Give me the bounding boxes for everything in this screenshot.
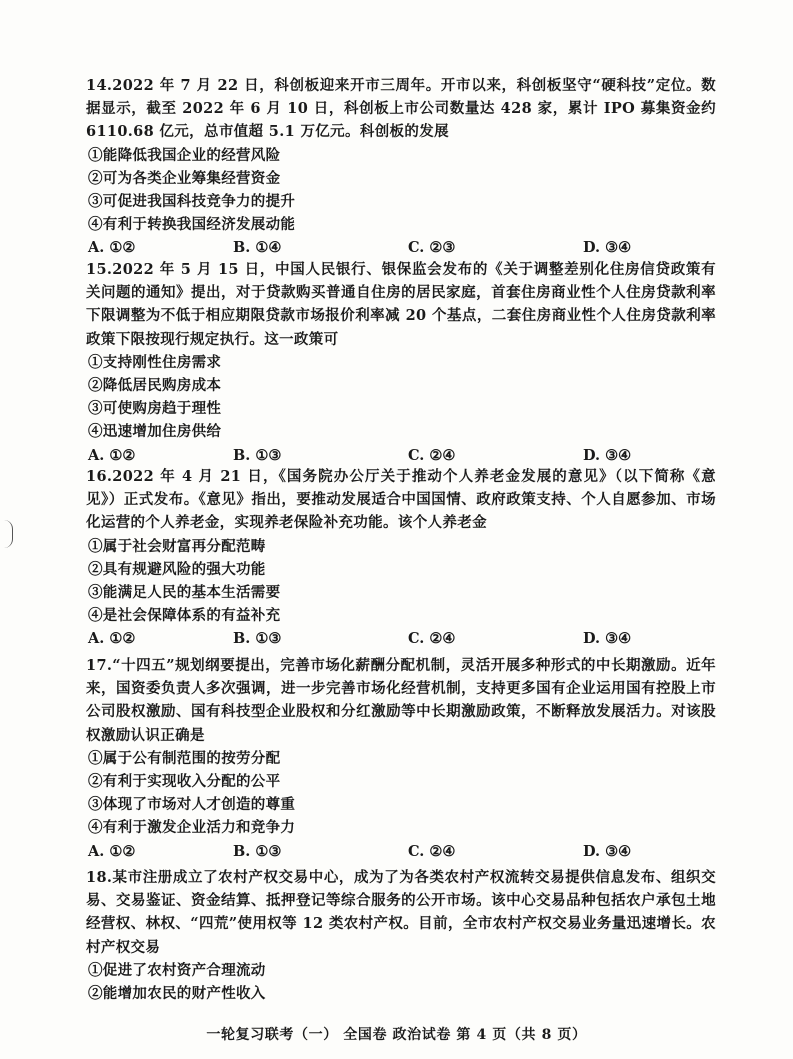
- answer-choices: [86, 840, 716, 863]
- question-18: [86, 866, 716, 1005]
- question-17: [86, 654, 716, 863]
- choice-b[interactable]: B. ①③: [233, 630, 282, 648]
- choice-b[interactable]: B. ①④: [233, 239, 282, 257]
- question-stem: 14.2022 年 7 月 22 日，科创板迎来开市三周年。开市以来，科创板坚守“硬科技”定位。数据显示，截至 2022 年 6 月 10 日，科创板上市公司数量达 428 家，累计 IPO 募集资金约 6110.68 亿元，总市值超 5.1 万亿元。科创板的发展: [86, 77, 716, 141]
- choice-c[interactable]: C. ②④: [408, 842, 456, 860]
- choice-a[interactable]: A. ①②: [88, 630, 136, 648]
- choice-d[interactable]: D. ③④: [583, 842, 632, 860]
- statement-item: ③体现了市场对人才创造的尊重: [88, 796, 296, 814]
- choice-d[interactable]: D. ③④: [583, 630, 632, 648]
- question-stem: 17.“十四五”规划纲要提出，完善市场化薪酬分配机制，灵活开展多种形式的中长期激励。近年来，国资委负责人多次强调，进一步完善市场化经营机制，支持更多国有企业运用国有控股上市公司股权激励、国有科技型企业股权和分红激励等中长期激励政策，不断释放发展活力。对该股权激励认识正确是: [86, 657, 716, 744]
- question-15: [86, 258, 716, 467]
- statement-item: ③能满足人民的基本生活需要: [88, 584, 281, 602]
- question-stem: 18.某市注册成立了农村产权交易中心，成为了为各类农村产权流转交易提供信息发布、组织交易、交易鉴证、资金结算、抵押登记等综合服务的公开市场。该中心交易品种包括农户承包土地经营权、林权、“四荒”使用权等 12 类农村产权。目前，全市农村产权交易业务量迅速增长。农村产权交易: [86, 869, 716, 956]
- statement-item: ④迅速增加住房供给: [88, 423, 222, 441]
- answer-choices: [86, 444, 716, 467]
- statement-item: ②具有规避风险的强大功能: [88, 560, 266, 578]
- question-16: [86, 465, 716, 650]
- answer-choices: [86, 236, 716, 259]
- choice-b[interactable]: B. ①③: [233, 446, 282, 464]
- choice-c[interactable]: C. ②④: [408, 630, 456, 648]
- question-stem: 15.2022 年 5 月 15 日，中国人民银行、银保监会发布的《关于调整差别化住房信贷政策有关问题的通知》提出，对于贷款购买普通自住房的居民家庭，首套住房商业性个人住房贷款利率下限调整为不低于相应期限贷款市场报价利率减 20 个基点，二套住房商业性个人住房贷款利率政策下限按现行规定执行。这一政策可: [86, 261, 716, 348]
- statement-list: [86, 144, 716, 237]
- statement-item: ④有利于转换我国经济发展动能: [88, 216, 296, 234]
- question-14: [86, 74, 716, 259]
- statement-item: ①能降低我国企业的经营风险: [88, 146, 281, 164]
- choice-a[interactable]: A. ①②: [88, 446, 136, 464]
- choice-d[interactable]: D. ③④: [583, 239, 632, 257]
- statement-item: ①促进了农村资产合理流动: [88, 961, 266, 979]
- statement-list: [86, 535, 716, 628]
- statement-item: ①属于社会财富再分配范畴: [88, 537, 266, 555]
- choice-c[interactable]: C. ②③: [408, 239, 456, 257]
- statement-item: ①支持刚性住房需求: [88, 353, 222, 371]
- answer-choices: [86, 627, 716, 650]
- statement-item: ①属于公有制范围的按劳分配: [88, 749, 281, 767]
- question-stem: 16.2022 年 4 月 21 日，《国务院办公厅关于推动个人养老金发展的意见》（以下简称《意见》）正式发布。《意见》指出，要推动发展适合中国国情、政府政策支持、个人自愿参加、市场化运营的个人养老金，实现养老保险补充功能。该个人养老金: [86, 468, 716, 532]
- statement-item: ③可促进我国科技竞争力的提升: [88, 193, 296, 211]
- statement-item: ②有利于实现收入分配的公平: [88, 773, 281, 791]
- statement-item: ②能增加农民的财产性收入: [88, 985, 266, 1003]
- statement-item: ②降低居民购房成本: [88, 377, 222, 395]
- statement-item: ③可使购房趋于理性: [88, 400, 222, 418]
- statement-item: ④是社会保障体系的有益补充: [88, 607, 281, 625]
- statement-list: [86, 959, 716, 1005]
- choice-c[interactable]: C. ②④: [408, 446, 456, 464]
- statement-list: [86, 747, 716, 840]
- choice-a[interactable]: A. ①②: [88, 239, 136, 257]
- page-footer: 一轮复习联考（一） 全国卷 政治试卷 第 4 页（共 8 页）: [206, 1027, 587, 1043]
- statement-item: ②可为各类企业筹集经营资金: [88, 169, 281, 187]
- binding-margin-mark: [4, 520, 13, 548]
- choice-b[interactable]: B. ①③: [233, 842, 282, 860]
- choice-a[interactable]: A. ①②: [88, 842, 136, 860]
- choice-d[interactable]: D. ③④: [583, 446, 632, 464]
- statement-list: [86, 351, 716, 444]
- statement-item: ④有利于激发企业活力和竞争力: [88, 819, 296, 837]
